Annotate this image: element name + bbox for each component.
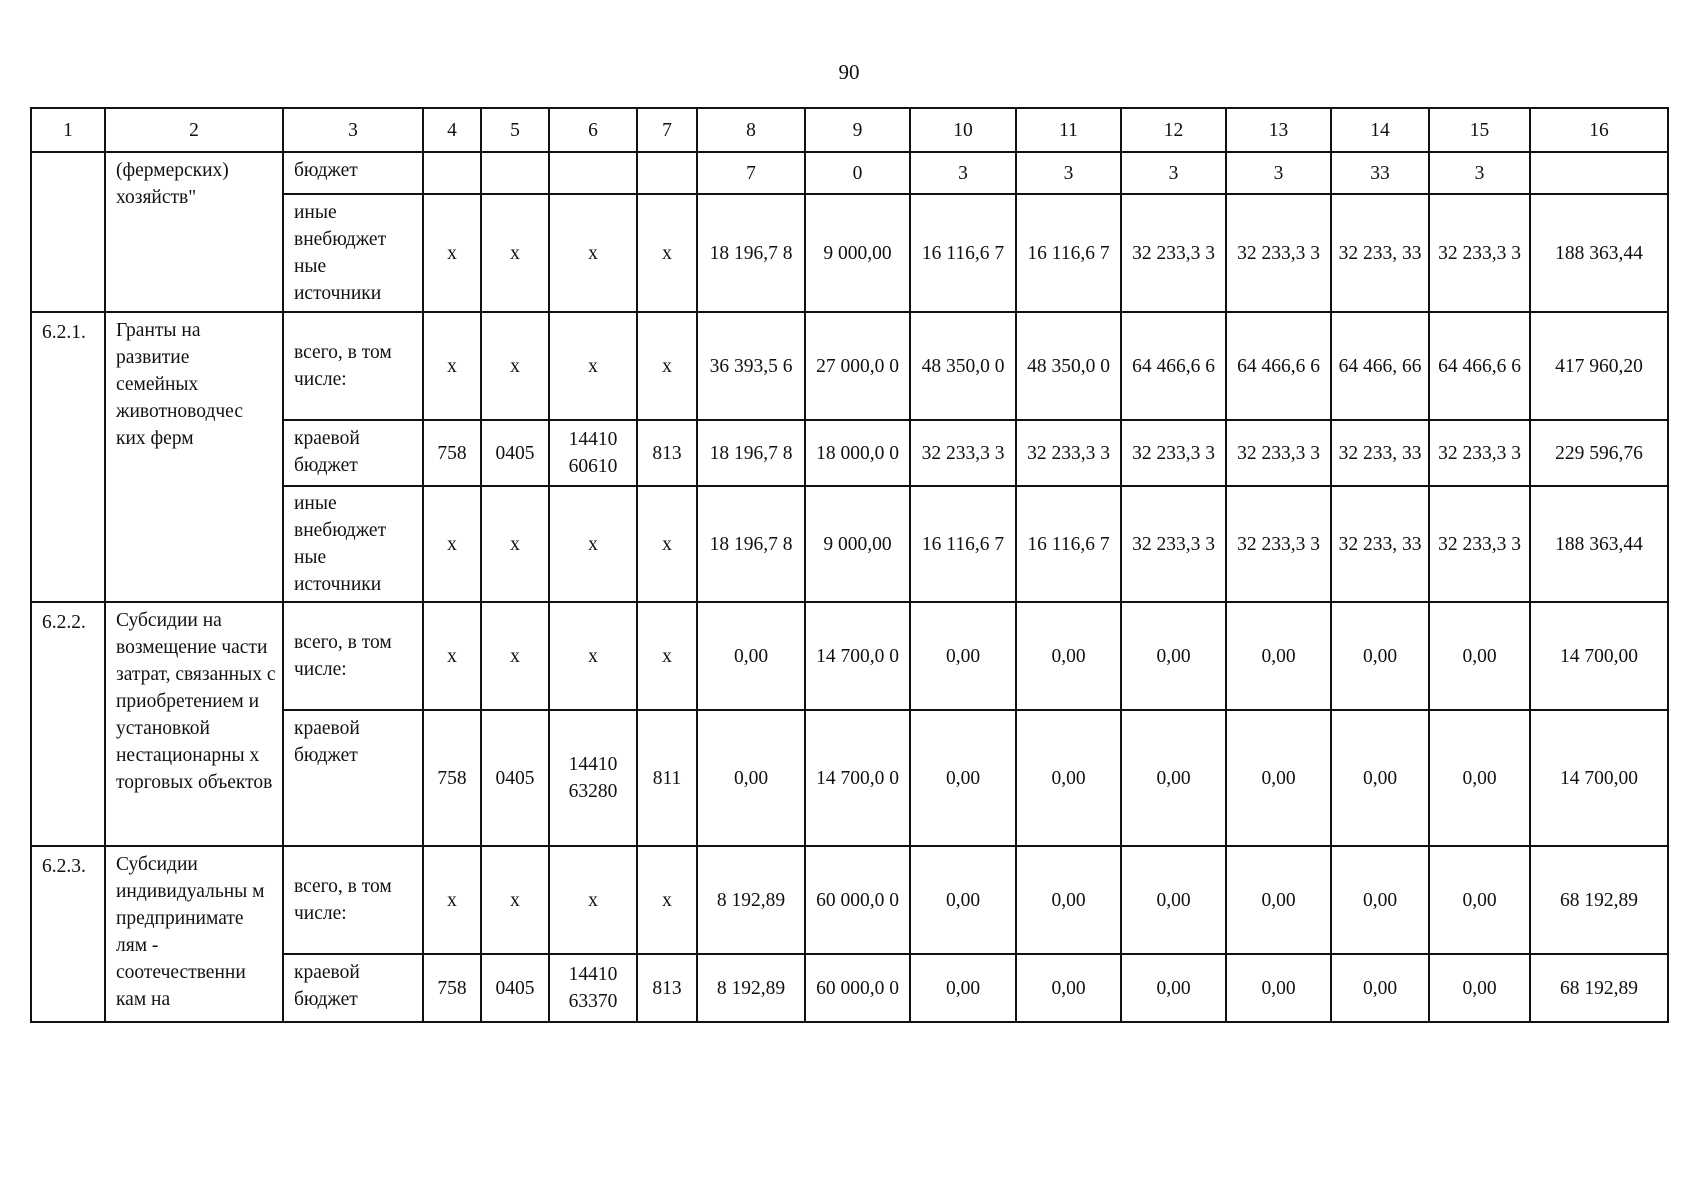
year-value-col-9: 60 000,0 0	[805, 846, 910, 954]
col-7-value: 811	[637, 710, 697, 846]
year-value-col-15: 3	[1429, 152, 1530, 194]
col-5-value: x	[481, 194, 549, 312]
year-value-col-8: 18 196,7 8	[697, 194, 805, 312]
col-4-value: 758	[423, 420, 481, 486]
col-4-value: x	[423, 194, 481, 312]
col-4-value	[423, 152, 481, 194]
col-6-value: x	[549, 846, 637, 954]
year-value-col-12: 0,00	[1121, 954, 1226, 1022]
header-cell: 10	[910, 108, 1016, 152]
total-value: 68 192,89	[1530, 846, 1668, 954]
item-name: (фермерских) хозяйств"	[105, 152, 283, 312]
year-value-col-14: 64 466, 66	[1331, 312, 1429, 420]
col-7-value: 813	[637, 954, 697, 1022]
funding-source: всего, в том числе:	[283, 602, 423, 710]
year-value-col-15: 32 233,3 3	[1429, 194, 1530, 312]
col-4-value: x	[423, 312, 481, 420]
year-value-col-10: 32 233,3 3	[910, 420, 1016, 486]
table-row	[31, 602, 1668, 710]
header-cell: 8	[697, 108, 805, 152]
header-cell: 3	[283, 108, 423, 152]
funding-source: всего, в том числе:	[283, 312, 423, 420]
total-value: 14 700,00	[1530, 602, 1668, 710]
year-value-col-8: 0,00	[697, 710, 805, 846]
year-value-col-13: 0,00	[1226, 954, 1331, 1022]
header-cell: 13	[1226, 108, 1331, 152]
item-name: Субсидии индивидуальны м предпринимате лям - соотечественни кам на	[105, 846, 283, 1022]
funding-source: бюджет	[283, 152, 423, 194]
item-code	[31, 152, 105, 312]
year-value-col-11: 16 116,6 7	[1016, 486, 1121, 602]
col-5-value: x	[481, 486, 549, 602]
total-value: 188 363,44	[1530, 486, 1668, 602]
year-value-col-9: 9 000,00	[805, 194, 910, 312]
year-value-col-14: 0,00	[1331, 710, 1429, 846]
year-value-col-10: 0,00	[910, 602, 1016, 710]
year-value-col-13: 0,00	[1226, 846, 1331, 954]
year-value-col-14: 0,00	[1331, 846, 1429, 954]
year-value-col-9: 18 000,0 0	[805, 420, 910, 486]
col-5-value: 0405	[481, 710, 549, 846]
year-value-col-8: 18 196,7 8	[697, 486, 805, 602]
header-cell: 7	[637, 108, 697, 152]
year-value-col-12: 32 233,3 3	[1121, 420, 1226, 486]
year-value-col-15: 32 233,3 3	[1429, 486, 1530, 602]
year-value-col-10: 48 350,0 0	[910, 312, 1016, 420]
header-cell: 1	[31, 108, 105, 152]
col-4-value: 758	[423, 954, 481, 1022]
col-6-value	[549, 152, 637, 194]
year-value-col-11: 48 350,0 0	[1016, 312, 1121, 420]
year-value-col-8: 18 196,7 8	[697, 420, 805, 486]
col-6-value: x	[549, 602, 637, 710]
total-value: 14 700,00	[1530, 710, 1668, 846]
year-value-col-12: 0,00	[1121, 710, 1226, 846]
year-value-col-15: 32 233,3 3	[1429, 420, 1530, 486]
col-5-value	[481, 152, 549, 194]
funding-source: иные внебюджет ные источники	[283, 486, 423, 602]
col-6-value: 14410 60610	[549, 420, 637, 486]
item-name: Субсидии на возмещение части затрат, связанных с приобретением и установкой нестационарны х торговых объектов	[105, 602, 283, 846]
year-value-col-9: 60 000,0 0	[805, 954, 910, 1022]
year-value-col-12: 0,00	[1121, 846, 1226, 954]
header-cell: 14	[1331, 108, 1429, 152]
year-value-col-9: 14 700,0 0	[805, 602, 910, 710]
page-number: 90	[838, 60, 860, 84]
col-6-value: x	[549, 194, 637, 312]
table-row	[31, 312, 1668, 420]
year-value-col-11: 0,00	[1016, 954, 1121, 1022]
year-value-col-9: 14 700,0 0	[805, 710, 910, 846]
item-code: 6.2.1.	[31, 312, 105, 602]
year-value-col-11: 16 116,6 7	[1016, 194, 1121, 312]
header-cell: 4	[423, 108, 481, 152]
year-value-col-13: 32 233,3 3	[1226, 420, 1331, 486]
table-body	[31, 152, 1668, 1022]
year-value-col-13: 3	[1226, 152, 1331, 194]
year-value-col-14: 33	[1331, 152, 1429, 194]
col-5-value: x	[481, 602, 549, 710]
year-value-col-8: 7	[697, 152, 805, 194]
year-value-col-10: 0,00	[910, 954, 1016, 1022]
year-value-col-13: 32 233,3 3	[1226, 194, 1331, 312]
year-value-col-10: 16 116,6 7	[910, 486, 1016, 602]
year-value-col-8: 0,00	[697, 602, 805, 710]
col-7-value: x	[637, 602, 697, 710]
year-value-col-8: 8 192,89	[697, 954, 805, 1022]
year-value-col-10: 3	[910, 152, 1016, 194]
col-4-value: 758	[423, 710, 481, 846]
item-name: Гранты на развитие семейных животноводчес ких ферм	[105, 312, 283, 602]
col-4-value: x	[423, 602, 481, 710]
year-value-col-14: 0,00	[1331, 602, 1429, 710]
year-value-col-14: 0,00	[1331, 954, 1429, 1022]
funding-source: краевой бюджет	[283, 710, 423, 846]
col-7-value: x	[637, 194, 697, 312]
year-value-col-14: 32 233, 33	[1331, 420, 1429, 486]
year-value-col-15: 0,00	[1429, 710, 1530, 846]
total-value: 229 596,76	[1530, 420, 1668, 486]
col-5-value: x	[481, 312, 549, 420]
col-7-value: x	[637, 486, 697, 602]
header-row	[31, 108, 1668, 152]
total-value: 68 192,89	[1530, 954, 1668, 1022]
col-6-value: 14410 63280	[549, 710, 637, 846]
year-value-col-13: 64 466,6 6	[1226, 312, 1331, 420]
year-value-col-12: 0,00	[1121, 602, 1226, 710]
total-value: 188 363,44	[1530, 194, 1668, 312]
year-value-col-15: 0,00	[1429, 602, 1530, 710]
funding-source: краевой бюджет	[283, 420, 423, 486]
total-value	[1530, 152, 1668, 194]
year-value-col-14: 32 233, 33	[1331, 486, 1429, 602]
header-cell: 16	[1530, 108, 1668, 152]
funding-source: иные внебюджет ные источники	[283, 194, 423, 312]
year-value-col-11: 0,00	[1016, 602, 1121, 710]
year-value-col-8: 36 393,5 6	[697, 312, 805, 420]
col-7-value: x	[637, 846, 697, 954]
col-7-value: 813	[637, 420, 697, 486]
col-7-value	[637, 152, 697, 194]
year-value-col-9: 27 000,0 0	[805, 312, 910, 420]
year-value-col-12: 32 233,3 3	[1121, 486, 1226, 602]
col-5-value: 0405	[481, 954, 549, 1022]
col-5-value: 0405	[481, 420, 549, 486]
year-value-col-15: 0,00	[1429, 954, 1530, 1022]
year-value-col-10: 16 116,6 7	[910, 194, 1016, 312]
year-value-col-11: 0,00	[1016, 846, 1121, 954]
header-cell: 11	[1016, 108, 1121, 152]
year-value-col-14: 32 233, 33	[1331, 194, 1429, 312]
col-6-value: 14410 63370	[549, 954, 637, 1022]
header-cell: 2	[105, 108, 283, 152]
col-5-value: x	[481, 846, 549, 954]
col-7-value: x	[637, 312, 697, 420]
year-value-col-11: 3	[1016, 152, 1121, 194]
col-4-value: x	[423, 486, 481, 602]
item-code: 6.2.3.	[31, 846, 105, 1022]
year-value-col-12: 64 466,6 6	[1121, 312, 1226, 420]
year-value-col-10: 0,00	[910, 846, 1016, 954]
header-cell: 12	[1121, 108, 1226, 152]
funding-source: краевой бюджет	[283, 954, 423, 1022]
year-value-col-10: 0,00	[910, 710, 1016, 846]
budget-table	[30, 107, 1669, 1023]
header-cell: 6	[549, 108, 637, 152]
col-4-value: x	[423, 846, 481, 954]
year-value-col-15: 64 466,6 6	[1429, 312, 1530, 420]
year-value-col-13: 0,00	[1226, 602, 1331, 710]
year-value-col-15: 0,00	[1429, 846, 1530, 954]
year-value-col-11: 0,00	[1016, 710, 1121, 846]
header-cell: 5	[481, 108, 549, 152]
year-value-col-13: 0,00	[1226, 710, 1331, 846]
total-value: 417 960,20	[1530, 312, 1668, 420]
col-6-value: x	[549, 312, 637, 420]
year-value-col-9: 0	[805, 152, 910, 194]
table-row	[31, 846, 1668, 954]
header-cell: 9	[805, 108, 910, 152]
year-value-col-13: 32 233,3 3	[1226, 486, 1331, 602]
year-value-col-8: 8 192,89	[697, 846, 805, 954]
funding-source: всего, в том числе:	[283, 846, 423, 954]
year-value-col-12: 3	[1121, 152, 1226, 194]
year-value-col-12: 32 233,3 3	[1121, 194, 1226, 312]
table-row	[31, 152, 1668, 194]
col-6-value: x	[549, 486, 637, 602]
header-cell: 15	[1429, 108, 1530, 152]
item-code: 6.2.2.	[31, 602, 105, 846]
year-value-col-11: 32 233,3 3	[1016, 420, 1121, 486]
year-value-col-9: 9 000,00	[805, 486, 910, 602]
